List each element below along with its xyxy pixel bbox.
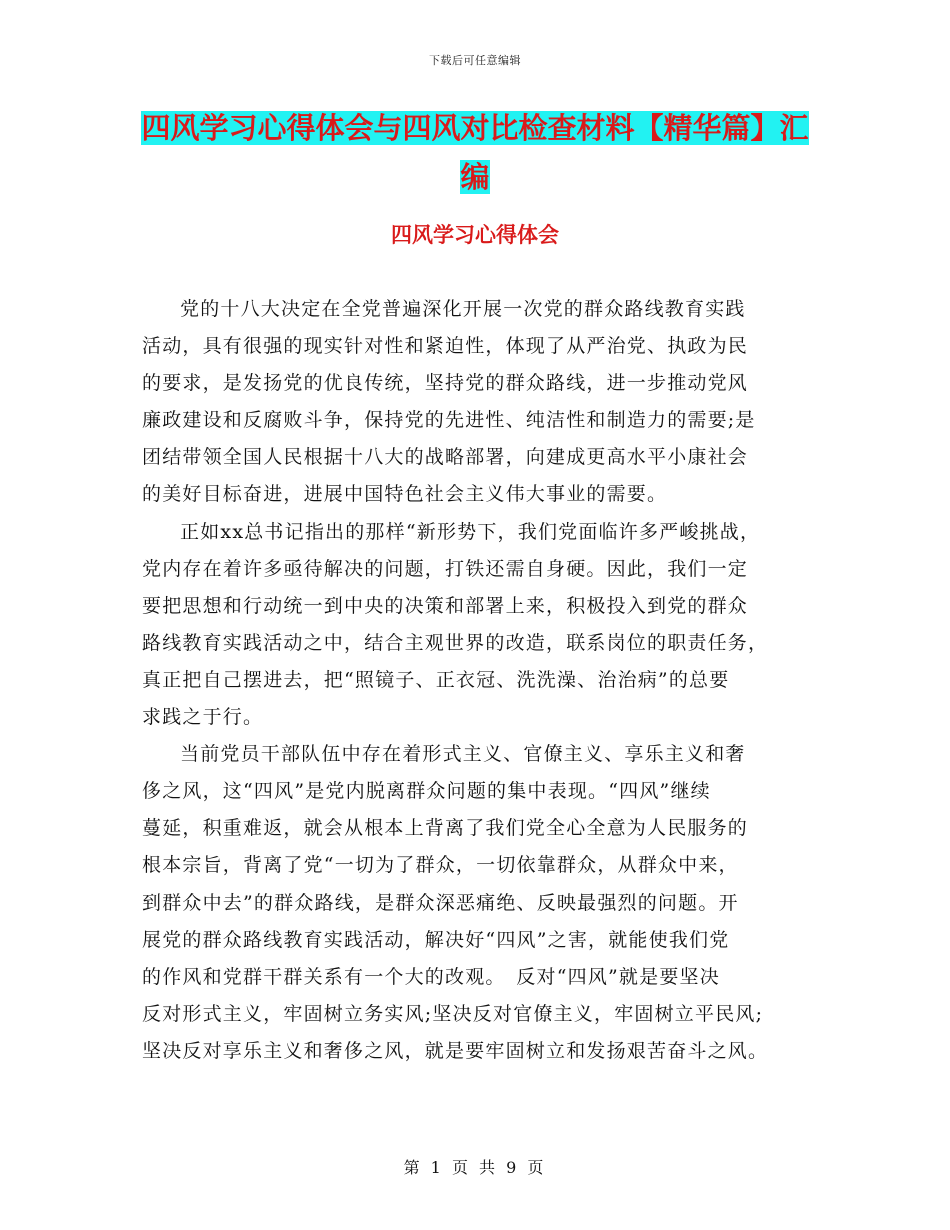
text-line: 到群众中去”的群众路线，是群众深恶痛绝、反映最强烈的问题。开 — [142, 891, 739, 914]
text-line: 党内存在着许多亟待解决的问题，打铁还需自身硬。因此，我们一定 — [142, 557, 749, 580]
text-line: 正如xx总书记指出的那样“新形势下，我们党面临许多严峻挑战， — [180, 520, 761, 543]
text-line: 反对形式主义，牢固树立务实风;坚决反对官僚主义，牢固树立平民风; — [142, 1002, 764, 1025]
document-title-line-2: 编 — [460, 160, 490, 194]
paragraph-2 — [142, 514, 808, 737]
page-footer: 第 1 页 共 9 页 — [403, 1158, 547, 1177]
text-line: 的要求，是发扬党的优良传统，坚持党的群众路线，进一步推动党风 — [142, 372, 749, 395]
document-title — [140, 104, 810, 202]
text-line: 要把思想和行动统一到中央的决策和部署上来，积极投入到党的群众 — [142, 594, 749, 617]
text-line: 求践之于行。 — [142, 706, 264, 729]
text-line: 蔓延，积重难返，就会从根本上背离了我们党全心全意为人民服务的 — [142, 817, 749, 840]
text-line: 真正把自己摆进去，把“照镜子、正衣冠、洗洗澡、治治病”的总要 — [142, 668, 730, 691]
text-line: 当前党员干部队伍中存在着形式主义、官僚主义、享乐主义和奢 — [180, 743, 746, 766]
text-line: 活动，具有很强的现实针对性和紧迫性，体现了从严治党、执政为民 — [142, 335, 749, 358]
text-line: 坚决反对享乐主义和奢侈之风，就是要牢固树立和发扬艰苦奋斗之风。 — [142, 1039, 769, 1062]
text-line: 展党的群众路线教育实践活动，解决好“四风”之害，就能使我们党 — [142, 928, 730, 951]
section-title: 四风学习心得体会 — [391, 223, 559, 247]
document-title-line-1: 四风学习心得体会与四风对比检查材料【精华篇】汇 — [141, 111, 809, 145]
text-line: 侈之风，这“四风”是党内脱离群众问题的集中表现。“四风”继续 — [142, 780, 711, 803]
text-line: 党的十八大决定在全党普遍深化开展一次党的群众路线教育实践 — [180, 298, 746, 320]
text-line: 廉政建设和反腐败斗争，保持党的先进性、纯洁性和制造力的需要;是 — [142, 409, 756, 432]
text-line: 路线教育实践活动之中，结合主观世界的改造，联系岗位的职责任务， — [142, 631, 769, 654]
text-line: 的美好目标奋进，进展中国特色社会主义伟大事业的需要。 — [142, 483, 668, 506]
header-note: 下载后可任意编辑 — [429, 54, 521, 67]
paragraph-3 — [142, 736, 808, 1070]
text-line: 根本宗旨，背离了党“一切为了群众，一切依靠群众，从群众中来， — [142, 854, 739, 877]
text-line: 的作风和党群干群关系有一个大的改观。 反对“四风”就是要坚决 — [142, 965, 720, 988]
text-line: 团结带领全国人民根据十八大的战略部署，向建成更高水平小康社会 — [142, 446, 749, 469]
body-text — [142, 291, 808, 1070]
paragraph-1 — [142, 291, 808, 514]
